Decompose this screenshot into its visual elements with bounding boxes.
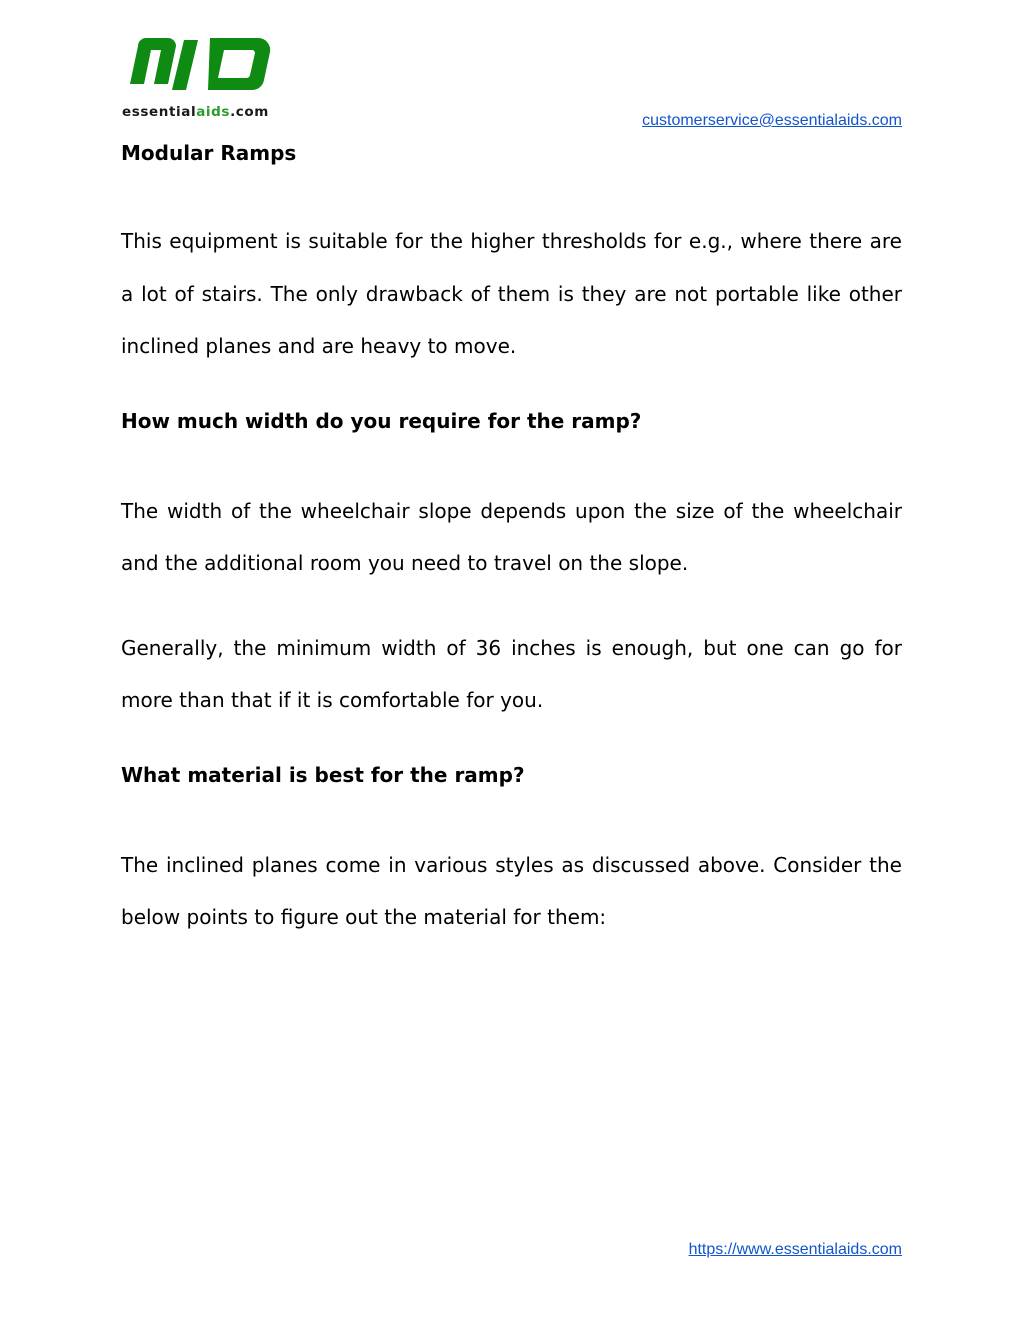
customer-service-email-link[interactable]: customerservice@essentialaids.com <box>642 112 902 129</box>
essentialaids-logo <box>118 30 298 122</box>
paragraph-inclined-planes: The inclined planes come in various styles as discussed above. Consider the below points to figure out the material for them: <box>121 852 902 929</box>
logo-text-aids: aids <box>196 104 231 120</box>
paragraph-modular-ramps: This equipment is suitable for the higher thresholds for e.g., where there are a lot of stairs. The only drawback of them is they are not portable like other inclined planes and are heavy to move. <box>121 229 902 358</box>
logo-text-com: .com <box>230 104 269 120</box>
paragraph-minimum-width: Generally, the minimum width of 36 inches is enough, but one can go for more than that if it is comfortable for you. <box>121 635 902 712</box>
article-body <box>121 133 902 944</box>
website-link[interactable]: https://www.essentialaids.com <box>688 1241 902 1258</box>
heading-material: What material is best for the ramp? <box>121 762 525 787</box>
logo-mark-icon <box>118 30 298 102</box>
paragraph-width-depends: The width of the wheelchair slope depends upon the size of the wheelchair and the additional room you need to travel on the slope. <box>121 498 902 575</box>
article-title: Modular Ramps <box>121 141 297 165</box>
logo-text-essential: essential <box>122 104 197 120</box>
logo-wordmark <box>122 104 269 120</box>
heading-width: How much width do you require for the ramp? <box>121 408 642 433</box>
